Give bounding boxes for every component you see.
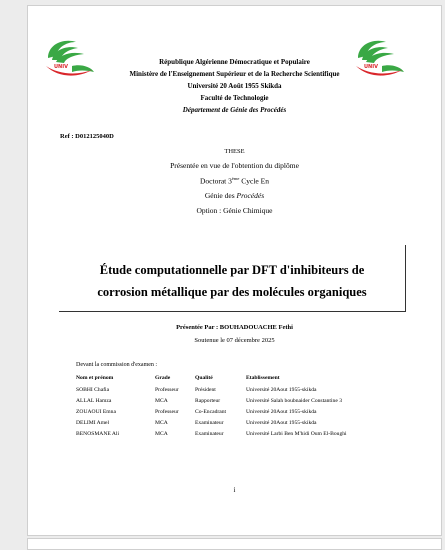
these-genie: Génie des Procédés <box>204 191 265 200</box>
defense-date: Soutenue le 07 décembre 2025 <box>194 337 275 344</box>
document-page <box>27 5 442 536</box>
committee-row: ZOUAOUI Emna Professeur Co-Encadrant Université 20Aout 1955-skikda <box>76 409 317 415</box>
page-number: i <box>233 486 236 494</box>
these-option: Option : Génie Chimique <box>196 206 273 215</box>
header-department: Département de Génie des Procédés <box>182 106 287 114</box>
these-label: THESE <box>224 148 245 155</box>
header-university: Université 20 Août 1955 Skikda <box>187 82 282 90</box>
committee-intro: Devant la commission d'examen : <box>76 362 158 368</box>
author-line: Présentée Par : BOUHADOUACHE Fethi <box>176 324 293 331</box>
header-republic: République Algérienne Démocratique et Populaire <box>159 58 310 66</box>
next-page-edge <box>27 538 442 550</box>
svg-text:UNIV: UNIV <box>364 64 378 70</box>
header-ministry: Ministère de l'Enseignement Supérieur et de la Recherche Scientifique <box>129 70 340 78</box>
reference-number: Ref : D012125040D <box>60 133 114 140</box>
svg-text:UNIV: UNIV <box>54 64 68 70</box>
committee-row: SOBHI Chafia Professeur Président Université 20Aout 1955-skikda <box>76 387 317 393</box>
committee-row: ALLAL Hamza MCA Rapporteur Université Salah boubnaider Constantine 3 <box>76 398 343 404</box>
committee-row: BENOSMANE Ali MCA Examinateur Université Larbi Ben M'hidi Oum El-Boughi <box>76 431 347 437</box>
these-doctorat: Doctorat 3ème Cycle En <box>200 176 269 186</box>
header-faculty: Faculté de Technologie <box>200 94 269 102</box>
thesis-title: Étude computationnelle par DFT d'inhibiteurs de corrosion métallique par des molécules organiques <box>97 263 367 299</box>
committee-header-row: Nom et prénom Grade Qualité Etablissement <box>76 375 280 381</box>
committee-row: DELIMI Amel MCA Examinateur Université 20Aout 1955-skikda <box>76 420 317 426</box>
these-presentee: Présentée en vue de l'obtention du diplôme <box>170 161 299 170</box>
